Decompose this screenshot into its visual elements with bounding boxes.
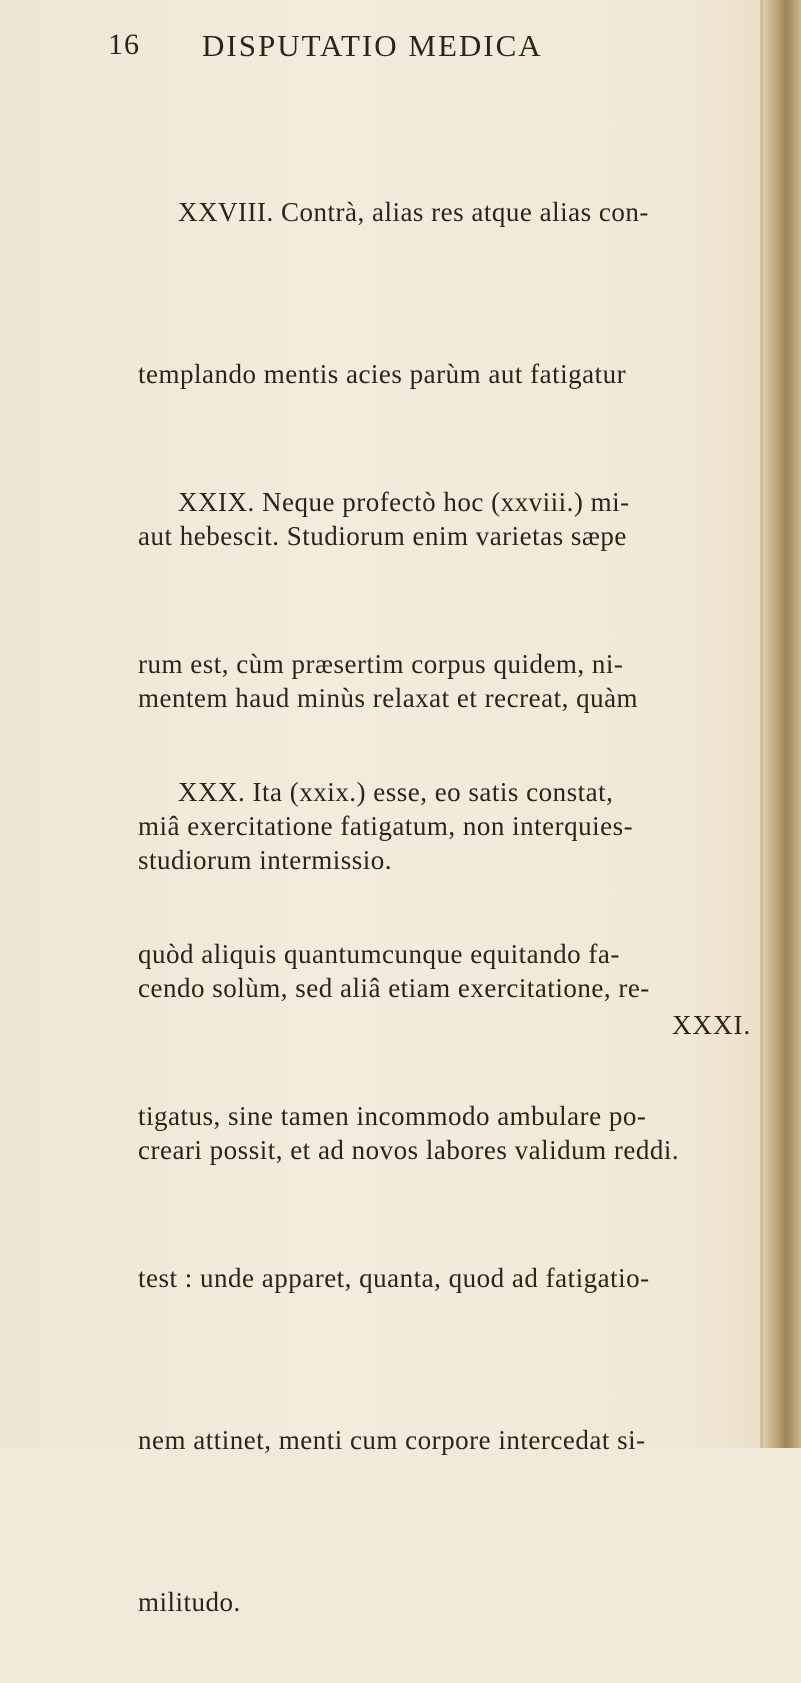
text-line: cendo solùm, sed aliâ etiam exercitatione, re-: [138, 973, 650, 1003]
text-line: quòd aliquis quantumcunque equitando fa-: [138, 939, 620, 969]
text-line: templando mentis acies parùm aut fatigatur: [138, 359, 627, 389]
text-line: aut hebescit. Studiorum enim varietas sæpe: [138, 521, 627, 551]
text-line: XXVIII. Contrà, alias res atque alias con-: [178, 197, 649, 227]
text-line: studiorum intermissio.: [138, 845, 392, 875]
catchword: XXXI.: [672, 1010, 752, 1040]
text-line: rum est, cùm præsertim corpus quidem, ni-: [138, 649, 624, 679]
text-line: tigatus, sine tamen incommodo ambulare po-: [138, 1101, 647, 1131]
running-title: DISPUTATIO MEDICA: [202, 28, 543, 63]
page-number: 16: [108, 28, 140, 61]
text-line: mentem haud minùs relaxat et recreat, quàm: [138, 683, 639, 713]
text-line: XXIX. Neque profectò hoc (xxviii.) mi-: [178, 487, 630, 517]
text-line: XXX. Ita (xxix.) esse, eo satis constat,: [178, 777, 614, 807]
text-line: militudo.: [138, 1587, 241, 1617]
page-header: [108, 28, 748, 68]
paragraph-xxx: [138, 657, 778, 1683]
text-line: nem attinet, menti cum corpore intercedat si-: [138, 1425, 646, 1455]
text-line: miâ exercitatione fatigatum, non interquies-: [138, 811, 634, 841]
text-line: creari possit, et ad novos labores validum reddi.: [138, 1135, 680, 1165]
text-line: test : unde apparet, quanta, quod ad fatigatio-: [138, 1263, 650, 1293]
